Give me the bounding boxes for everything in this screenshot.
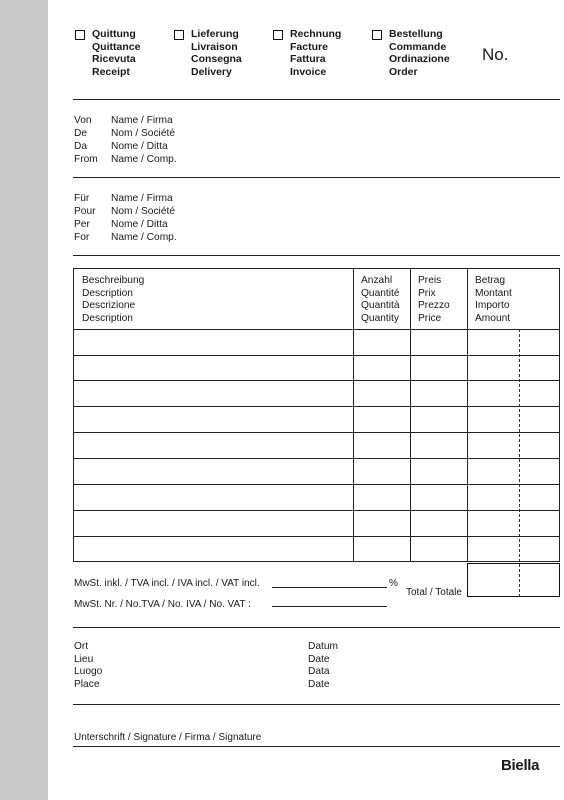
header-quantity: Anzahl Quantité Quantità Quantity bbox=[361, 275, 400, 324]
total-box[interactable] bbox=[467, 563, 560, 597]
table-row-line bbox=[73, 432, 560, 433]
table-row-line bbox=[73, 406, 560, 407]
checkbox-invoice[interactable] bbox=[273, 30, 283, 40]
from-key: From bbox=[74, 154, 98, 165]
header-amount: Betrag Montant Importo Amount bbox=[475, 275, 512, 324]
for-value: Nom / Société bbox=[111, 206, 175, 217]
from-value: Nom / Société bbox=[111, 128, 175, 139]
from-key: Von bbox=[74, 115, 92, 126]
signature-label: Unterschrift / Signature / Firma / Signature bbox=[74, 732, 262, 743]
from-key: Da bbox=[74, 141, 88, 152]
date-field[interactable]: Datum Date Data Date bbox=[308, 641, 339, 690]
from-value: Name / Comp. bbox=[111, 154, 177, 165]
option-receipt[interactable] bbox=[75, 28, 140, 78]
from-key: De bbox=[74, 128, 88, 139]
percent-sign: % bbox=[389, 578, 398, 589]
signature-line[interactable] bbox=[73, 746, 560, 747]
vat-number-label: MwSt. Nr. / No.TVA / No. IVA / No. VAT : bbox=[74, 599, 251, 610]
number-label: No. bbox=[482, 45, 509, 64]
for-key: For bbox=[74, 232, 90, 243]
for-block[interactable] bbox=[74, 192, 177, 244]
divider-place-date bbox=[73, 704, 560, 705]
brand-logo: Biella bbox=[501, 757, 540, 774]
total-label: Total / Totale bbox=[406, 587, 462, 598]
vat-included-field[interactable] bbox=[272, 587, 387, 588]
for-value: Name / Comp. bbox=[111, 232, 177, 243]
table-row-line bbox=[73, 536, 560, 537]
table-row-line bbox=[73, 458, 560, 459]
from-block[interactable] bbox=[74, 114, 177, 166]
for-key: Per bbox=[74, 219, 90, 230]
divider-totals bbox=[73, 627, 560, 628]
header-price: Preis Prix Prezzo Price bbox=[418, 275, 450, 324]
table-row-line bbox=[73, 484, 560, 485]
for-key: Für bbox=[74, 193, 90, 204]
col-divider-amount bbox=[467, 268, 468, 562]
amount-decimal-divider bbox=[519, 329, 520, 597]
table-header-divider bbox=[73, 329, 560, 330]
place-field[interactable]: Ort Lieu Luogo Place bbox=[74, 641, 103, 690]
option-order[interactable] bbox=[372, 28, 450, 78]
col-divider-quantity bbox=[353, 268, 354, 562]
option-delivery[interactable] bbox=[174, 28, 242, 78]
divider-from bbox=[73, 177, 560, 178]
divider-header bbox=[73, 99, 560, 100]
checkbox-delivery[interactable] bbox=[174, 30, 184, 40]
from-value: Nome / Ditta bbox=[111, 141, 168, 152]
from-value: Name / Firma bbox=[111, 115, 173, 126]
side-margin-strip bbox=[0, 0, 48, 800]
header-description: Beschreibung Description Descrizione Description bbox=[82, 275, 145, 324]
vat-included-label: MwSt. inkl. / TVA incl. / IVA incl. / VAT incl. bbox=[74, 578, 260, 589]
table-row-line bbox=[73, 510, 560, 511]
table-row-line bbox=[73, 355, 560, 356]
option-order-label: Bestellung Commande Ordinazione Order bbox=[389, 28, 450, 78]
for-value: Name / Firma bbox=[111, 193, 173, 204]
for-key: Pour bbox=[74, 206, 96, 217]
col-divider-price bbox=[410, 268, 411, 562]
option-invoice[interactable] bbox=[273, 28, 341, 78]
vat-number-field[interactable] bbox=[272, 606, 387, 607]
checkbox-receipt[interactable] bbox=[75, 30, 85, 40]
option-receipt-label: Quittung Quittance Ricevuta Receipt bbox=[92, 28, 141, 78]
option-delivery-label: Lieferung Livraison Consegna Delivery bbox=[191, 28, 242, 78]
option-invoice-label: Rechnung Facture Fattura Invoice bbox=[290, 28, 342, 78]
divider-for bbox=[73, 255, 560, 256]
checkbox-order[interactable] bbox=[372, 30, 382, 40]
for-value: Nome / Ditta bbox=[111, 219, 168, 230]
table-row-line bbox=[73, 380, 560, 381]
